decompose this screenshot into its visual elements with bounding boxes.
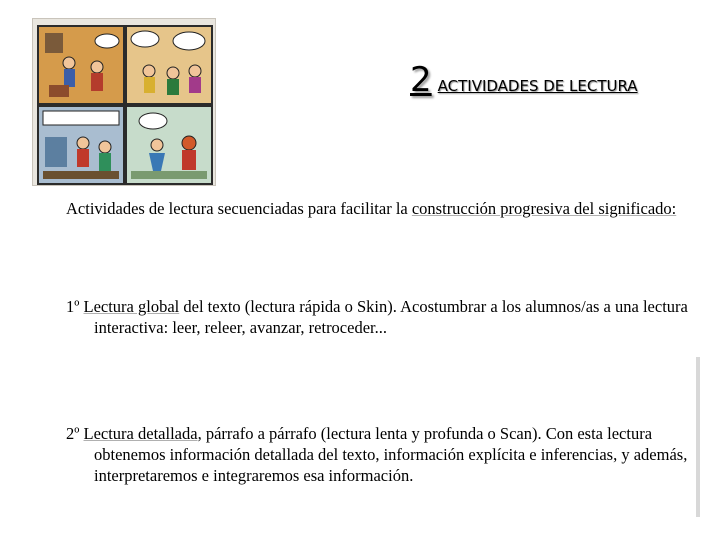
comic-panel-2 — [125, 25, 213, 105]
section-number: 2 — [410, 60, 432, 100]
section-title: ACTIVIDADES DE LECTURA — [437, 77, 638, 95]
comic-panel-2-drawing — [127, 27, 211, 103]
paragraph-intro-text: Actividades de lectura secuenciadas para facilitar la — [66, 199, 412, 218]
right-edge-strip — [696, 357, 700, 517]
section-heading — [410, 60, 638, 100]
comic-panel-1-drawing — [39, 27, 123, 103]
paragraph-lectura-detallada-text: , párrafo a párrafo (lectura lenta y profunda o Scan). Con esta lectura obtenemos información detallada del texto, información explícita e inferencias, y además, interpretaremos e integraremos esa información. — [94, 424, 688, 485]
paragraph-lectura-detallada-prefix: 2º — [66, 424, 84, 443]
paragraph-lectura-global-prefix: 1º — [66, 297, 84, 316]
paragraph-lectura-detallada — [66, 423, 714, 486]
paragraph-lectura-global-text: del texto (lectura rápida o Skin). Acostumbrar a los alumnos/as a una lectura interactiva: leer, releer, avanzar, retroceder... — [94, 297, 688, 337]
comic-panel-3 — [37, 105, 125, 185]
comic-panel-1 — [37, 25, 125, 105]
paragraph-lectura-global — [66, 296, 714, 338]
paragraph-lectura-global-term: Lectura global — [83, 297, 180, 316]
paragraph-intro-emphasis: construcción progresiva del significado: — [411, 199, 677, 218]
comic-panel-4-drawing — [127, 107, 211, 183]
paragraph-intro — [66, 198, 714, 219]
comic-panel-4 — [125, 105, 213, 185]
paragraph-lectura-detallada-term: Lectura detallada — [83, 424, 198, 443]
comic-strip-image — [32, 18, 216, 186]
comic-panel-3-drawing — [39, 107, 123, 183]
